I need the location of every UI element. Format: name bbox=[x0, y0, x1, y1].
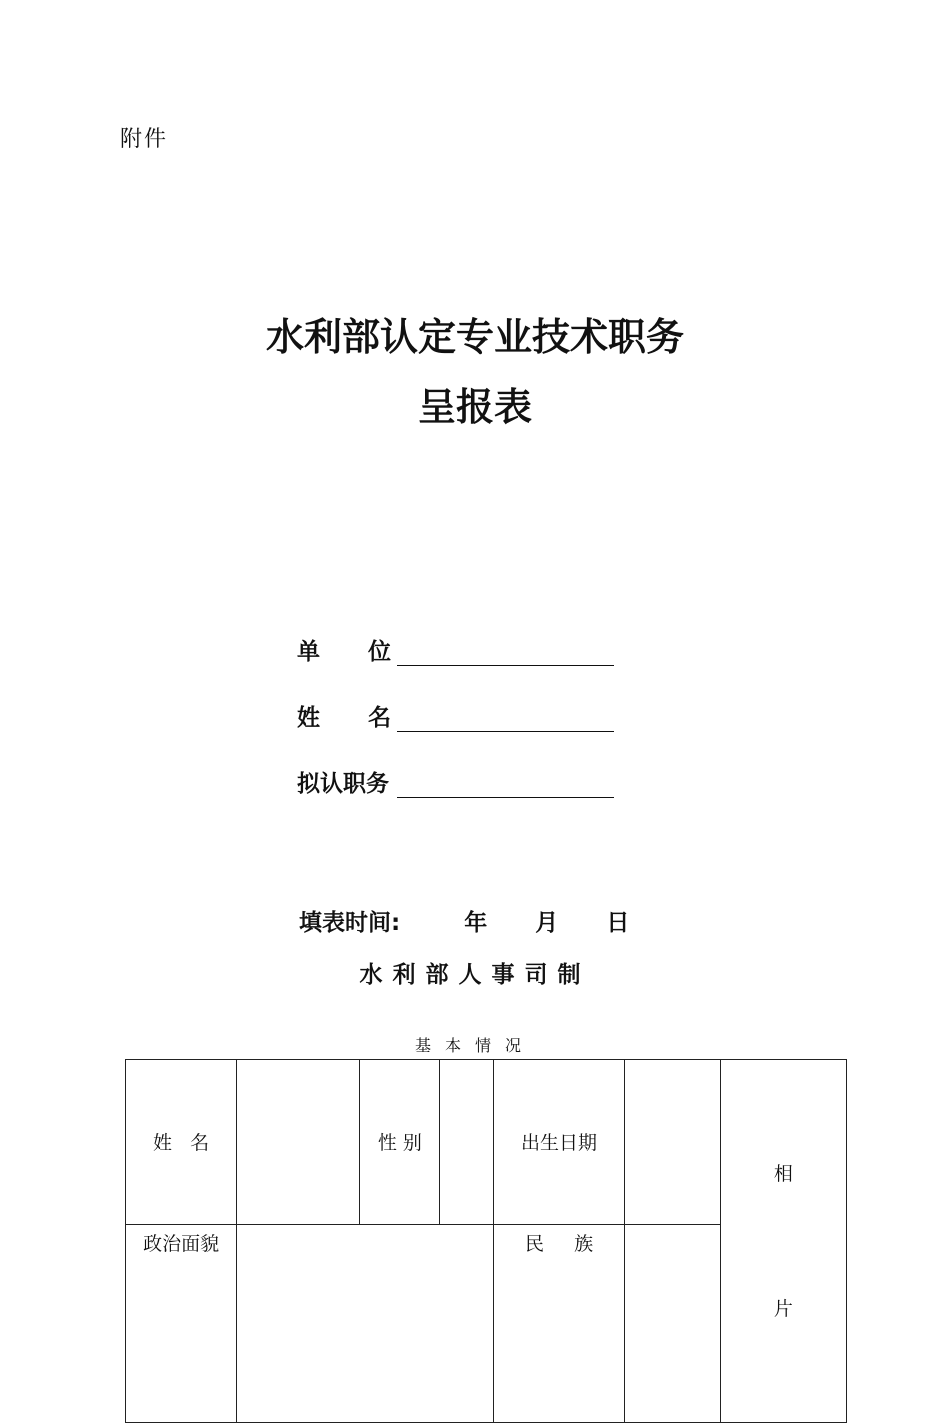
position-label: 拟认职务 bbox=[297, 771, 389, 797]
issuer-line: 水利部人事司制 bbox=[359, 962, 591, 988]
photo-label-2: 片 bbox=[773, 1298, 793, 1320]
unit-blank[interactable] bbox=[397, 639, 614, 666]
basic-info-table bbox=[125, 1059, 847, 1423]
fill-time: 填表时间: 年 月 日 bbox=[299, 910, 630, 936]
position-field bbox=[297, 764, 614, 798]
document-subtitle: 呈报表 bbox=[417, 385, 532, 429]
name-label: 姓 名 bbox=[297, 705, 392, 731]
gender-cell-value[interactable] bbox=[440, 1060, 494, 1225]
photo-cell[interactable] bbox=[720, 1060, 846, 1423]
document-title: 水利部认定专业技术职务 bbox=[265, 315, 684, 359]
name-cell-value[interactable] bbox=[237, 1060, 360, 1225]
name-cell-label: 姓 名 bbox=[126, 1060, 237, 1225]
ethnicity-cell-label: 民 族 bbox=[494, 1224, 624, 1422]
birth-cell-label: 出生日期 bbox=[494, 1060, 624, 1225]
unit-label: 单 位 bbox=[297, 639, 392, 665]
birth-cell-value[interactable] bbox=[624, 1060, 720, 1225]
ethnicity-cell-value[interactable] bbox=[624, 1224, 720, 1422]
gender-cell-label: 性 别 bbox=[360, 1060, 440, 1225]
unit-field bbox=[297, 632, 614, 666]
section-title: 基本情况 bbox=[414, 1036, 535, 1055]
politics-cell-label: 政治面貌 bbox=[126, 1224, 237, 1422]
name-field bbox=[297, 698, 614, 732]
photo-label-1: 相 bbox=[773, 1163, 793, 1185]
politics-cell-value[interactable] bbox=[237, 1224, 494, 1422]
name-blank[interactable] bbox=[397, 705, 614, 732]
position-blank[interactable] bbox=[397, 771, 614, 798]
annex-label: 附件 bbox=[120, 127, 169, 152]
